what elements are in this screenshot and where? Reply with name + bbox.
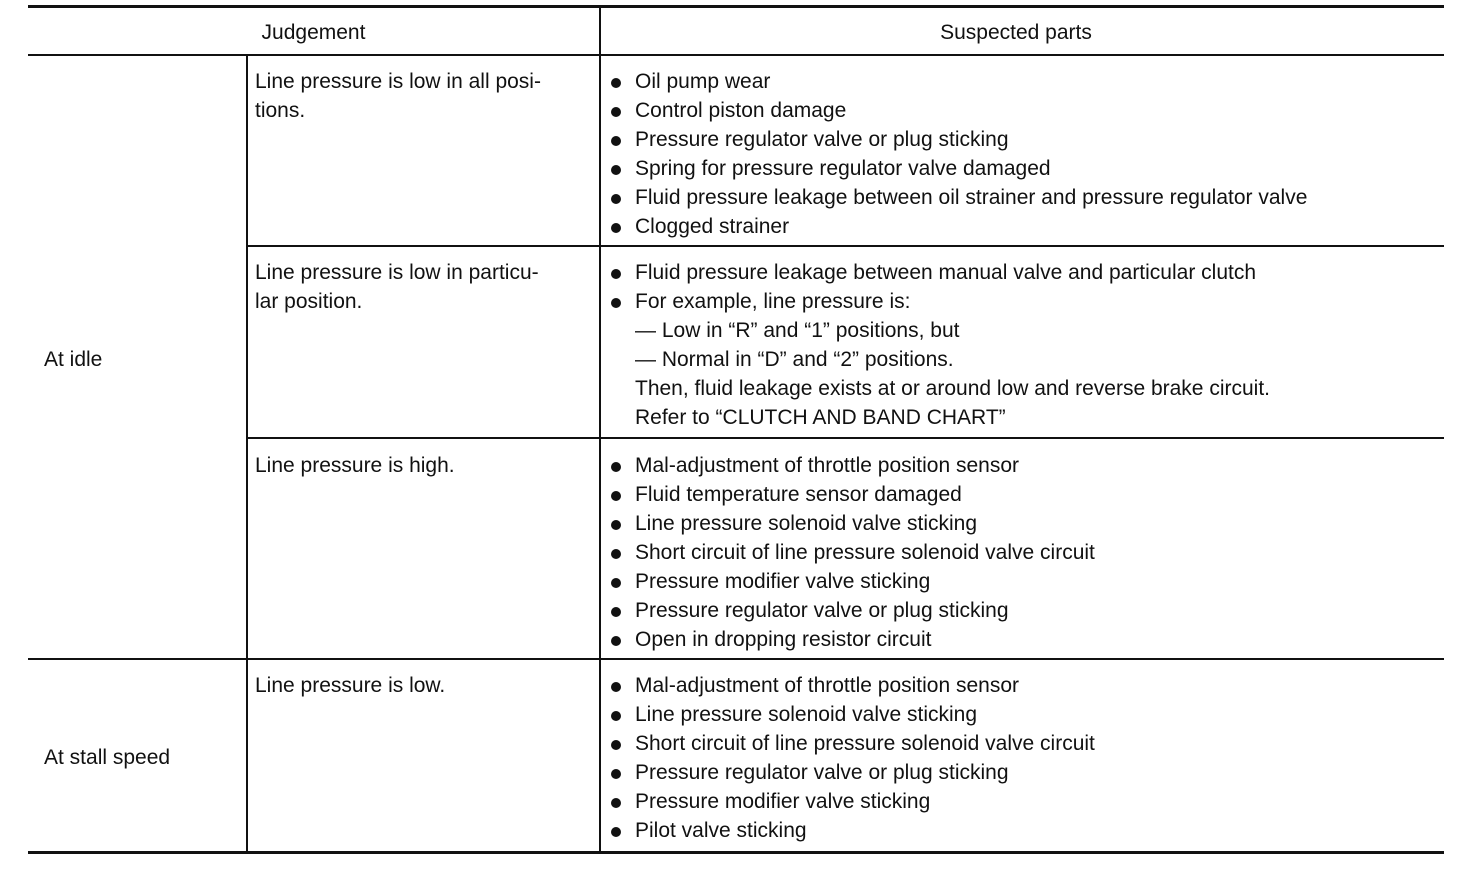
header-judgement: Judgement (261, 21, 366, 44)
list-item: Pressure modifier valve sticking (608, 567, 1095, 596)
judgement-cell (255, 671, 590, 700)
list-item: Short circuit of line pressure solenoid valve circuit (608, 538, 1095, 567)
judgement-text: tions. (255, 99, 306, 122)
table-bottom-rule (28, 851, 1444, 854)
header-suspected-parts: Suspected parts (940, 21, 1092, 44)
list-item: Mal-adjustment of throttle position sensor (608, 671, 1095, 700)
list-item: Pressure regulator valve or plug sticking (608, 758, 1095, 787)
subcolumn-divider (246, 54, 248, 853)
judgement-text: Line pressure is low in particu- (255, 261, 539, 284)
list-item: Mal-adjustment of throttle position sensor (608, 451, 1095, 480)
row-divider (247, 437, 1444, 439)
group-label-at-idle: At idle (44, 348, 103, 371)
list-item: Fluid pressure leakage between manual valve and particular clutch (608, 258, 1270, 287)
list-item: Then, fluid leakage exists at or around low and reverse brake circuit. (635, 377, 1270, 400)
list-item: Line pressure solenoid valve sticking (608, 700, 1095, 729)
list-item: Fluid pressure leakage between oil strainer and pressure regulator valve (608, 183, 1307, 212)
list-item: Short circuit of line pressure solenoid valve circuit (608, 729, 1095, 758)
suspected-parts-list (608, 67, 1307, 241)
list-item: Clogged strainer (608, 212, 1307, 241)
list-item: Refer to “CLUTCH AND BAND CHART” (635, 406, 1006, 429)
group-divider (28, 658, 1444, 660)
list-item: Pressure modifier valve sticking (608, 787, 1095, 816)
list-item: — Normal in “D” and “2” positions. (635, 348, 954, 371)
header-bottom-rule (28, 54, 1444, 56)
suspected-parts-list (608, 451, 1095, 654)
list-item: Pressure regulator valve or plug sticking (608, 125, 1307, 154)
list-item: Control piston damage (608, 96, 1307, 125)
judgement-cell (255, 258, 590, 316)
column-divider (599, 5, 601, 853)
table-top-rule (28, 5, 1444, 8)
list-item: Line pressure solenoid valve sticking (608, 509, 1095, 538)
judgement-text: lar position. (255, 290, 363, 313)
list-item: For example, line pressure is: (608, 287, 1270, 316)
judgement-cell (255, 67, 590, 125)
suspected-parts-list (608, 258, 1270, 432)
list-item: Oil pump wear (608, 67, 1307, 96)
judgement-text: Line pressure is low in all posi- (255, 70, 541, 93)
judgement-text: Line pressure is low. (255, 674, 446, 697)
list-item: Open in dropping resistor circuit (608, 625, 1095, 654)
judgement-text: Line pressure is high. (255, 454, 455, 477)
list-item: Pressure regulator valve or plug sticking (608, 596, 1095, 625)
judgement-cell (255, 451, 590, 480)
list-item: Pilot valve sticking (608, 816, 1095, 845)
list-item: Spring for pressure regulator valve damaged (608, 154, 1307, 183)
group-label-at-stall-speed: At stall speed (44, 746, 171, 769)
suspected-parts-list (608, 671, 1095, 845)
list-item: Fluid temperature sensor damaged (608, 480, 1095, 509)
row-divider (247, 245, 1444, 247)
list-item: — Low in “R” and “1” positions, but (635, 319, 960, 342)
